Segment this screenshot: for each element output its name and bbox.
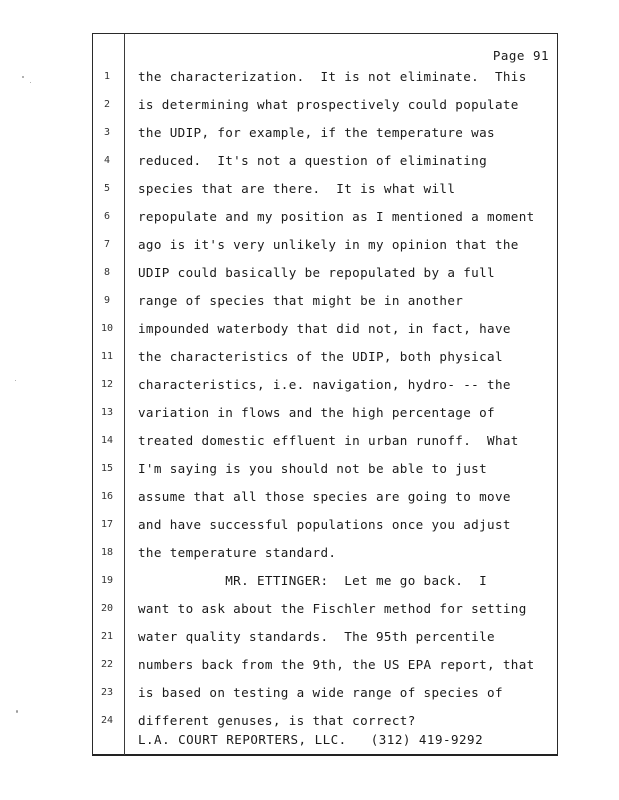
reporter-footer: L.A. COURT REPORTERS, LLC. (312) 419-9292 [138,732,484,747]
line-number: 19 [100,575,114,586]
line-number: 21 [100,631,114,642]
transcript-line [100,487,550,507]
transcript-line [100,515,550,535]
page-number: Page 91 [492,48,549,63]
line-text: characteristics, i.e. navigation, hydro- -- the [138,377,511,392]
line-number: 8 [103,267,111,278]
line-text: the temperature standard. [138,545,337,560]
line-text: ago is it's very unlikely in my opinion that the [138,237,519,252]
transcript-line [100,263,550,283]
scan-speck [22,76,24,78]
transcript-line [100,151,550,171]
line-number: 9 [103,295,111,306]
transcript-line [100,375,550,395]
line-text: the characterization. It is not eliminate. This [138,69,527,84]
transcript-line [100,599,550,619]
transcript-line [100,627,550,647]
transcript-line [100,319,550,339]
line-number: 13 [100,407,114,418]
line-number: 24 [100,715,114,726]
transcript-line [100,711,550,731]
line-text: want to ask about the Fischler method for setting [138,601,527,616]
line-number: 18 [100,547,114,558]
transcript-line [100,235,550,255]
line-number: 20 [100,603,114,614]
line-number: 15 [100,463,114,474]
line-text: I'm saying is you should not be able to just [138,461,488,476]
scan-speck [15,380,16,381]
line-number: 17 [100,519,114,530]
transcript-line [100,67,550,87]
line-number: 5 [103,183,111,194]
line-text: the UDIP, for example, if the temperature was [138,125,495,140]
line-number: 10 [100,323,114,334]
line-number: 23 [100,687,114,698]
line-text: and have successful populations once you adjust [138,517,511,532]
transcript-line [100,347,550,367]
line-number: 3 [103,127,111,138]
line-text: numbers back from the 9th, the US EPA report, that [138,657,535,672]
line-number: 11 [100,351,114,362]
line-text: range of species that might be in another [138,293,464,308]
line-text: impounded waterbody that did not, in fact, have [138,321,511,336]
line-text: MR. ETTINGER: Let me go back. I [138,573,488,588]
line-text: variation in flows and the high percentage of [138,405,495,420]
line-number: 12 [100,379,114,390]
line-text: the characteristics of the UDIP, both physical [138,349,503,364]
line-number: 1 [103,71,111,82]
line-text: assume that all those species are going to move [138,489,511,504]
line-number: 22 [100,659,114,670]
line-number: 14 [100,435,114,446]
line-number: 7 [103,239,111,250]
line-number: 16 [100,491,114,502]
line-text: different genuses, is that correct? [138,713,416,728]
line-text: reduced. It's not a question of eliminating [138,153,488,168]
scan-speck [16,710,18,713]
line-text: treated domestic effluent in urban runoff. What [138,433,519,448]
line-text: water quality standards. The 95th percentile [138,629,495,644]
line-text: is determining what prospectively could populate [138,97,519,112]
line-text: species that are there. It is what will [138,181,456,196]
transcript-line [100,431,550,451]
transcript-line [100,543,550,563]
transcript-line [100,95,550,115]
line-number: 2 [103,99,111,110]
transcript-line [100,403,550,423]
transcript-line [100,179,550,199]
transcript-line [100,683,550,703]
line-number: 4 [103,155,111,166]
transcript-line [100,459,550,479]
scan-speck [30,82,31,83]
transcript-line [100,655,550,675]
transcript-line [100,291,550,311]
line-text: UDIP could basically be repopulated by a full [138,265,495,280]
line-text: repopulate and my position as I mentioned a moment [138,209,535,224]
line-text: is based on testing a wide range of species of [138,685,503,700]
transcript-line [100,207,550,227]
transcript-line [100,571,550,591]
line-number: 6 [103,211,111,222]
transcript-line [100,123,550,143]
